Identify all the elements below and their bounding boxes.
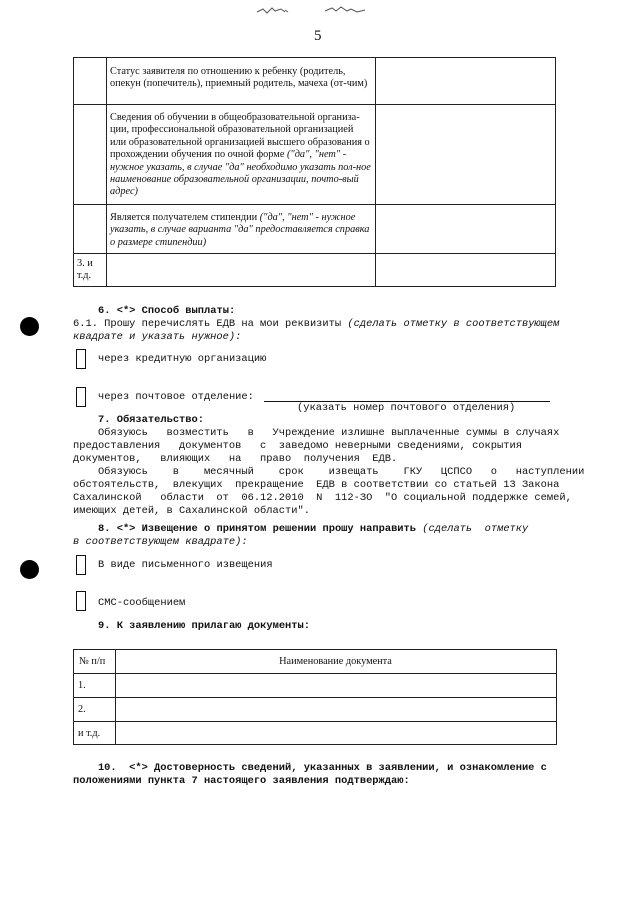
documents-row-etc-number: и т.д. <box>78 728 101 739</box>
documents-header-number: № п/п <box>79 656 106 667</box>
option-post-office-label: через почтовое отделение: <box>98 391 254 403</box>
section10-line1: 10. <*> Достоверность сведений, указанных в заявлении, и ознакомление с <box>73 762 547 774</box>
section6-line1: 6.1. Прошу перечислять ЕДВ на мои реквизиты (сделать отметку в соответствующем <box>73 318 560 330</box>
page-number: 5 <box>314 28 322 44</box>
scan-noise <box>255 4 385 18</box>
option-written-notice-label: В виде письменного извещения <box>98 559 273 571</box>
row-stipend-text: Является получателем стипендии <box>110 212 258 223</box>
documents-row-2-number: 2. <box>78 704 86 715</box>
punch-hole-bottom <box>20 560 39 579</box>
section7-p2-l4: имеющих детей, в Сахалинской области". <box>73 505 310 517</box>
section8-line2: в соответствующем квадрате): <box>73 536 248 548</box>
section10-line2: положениями пункта 7 настоящего заявления подтверждаю: <box>73 775 410 787</box>
section7-p1-l1: Обязуюсь возместить в Учреждение излишне выплаченные суммы в случаях <box>73 427 560 439</box>
section7-p1-l3: документов, влияющих на право получения ЕДВ. <box>73 453 398 465</box>
punch-hole-top <box>20 317 39 336</box>
section7-p2-l2: обстоятельств, влекущих прекращение ЕДВ в соответствии со статьей 13 Закона <box>73 479 560 491</box>
documents-table <box>73 649 557 745</box>
applicant-info-table <box>73 57 556 287</box>
post-office-number-hint: (указать номер почтового отделения) <box>297 402 516 414</box>
section6-line2: квадрате и указать нужное): <box>73 331 242 343</box>
row-education-hint: ("да", "нет" - нужное указать, в случае "да" необходимо указать пол-ное наименование образовательной организации, почто-вый адрес) <box>110 149 371 198</box>
row-etc-number: 3. и т.д. <box>77 258 93 282</box>
section7-title: 7. Обязательство: <box>98 414 205 426</box>
checkbox-sms[interactable] <box>76 591 86 611</box>
row-stipend-label <box>110 212 372 249</box>
option-sms-label: СМС-сообщением <box>98 597 186 609</box>
row-education-label <box>110 112 372 199</box>
checkbox-post-office[interactable] <box>76 387 86 407</box>
checkbox-credit-org[interactable] <box>76 349 86 369</box>
section7-p2-l3: Сахалинской области от 06.12.2010 N 112-ЗО "О социальной поддержке семей, <box>73 492 572 504</box>
section9-title: 9. К заявлению прилагаю документы: <box>98 620 311 632</box>
documents-row-1-number: 1. <box>78 680 86 691</box>
row-status-label: Статус заявителя по отношению к ребенку (родитель, опекун (попечитель), приемный родитель, мачеха (от-чим) <box>110 66 368 90</box>
checkbox-written-notice[interactable] <box>76 555 86 575</box>
documents-header-name: Наименование документа <box>279 656 392 667</box>
row-education-text: Сведения об обучении в общеобразовательной организа-ции, профессиональной образовательной организацией или образовательной организацией высшего образования о прохождении обучения по очной форме <box>110 112 370 161</box>
section7-p1-l2: предоставления документов с заведомо неверными сведениями, сокрытия <box>73 440 522 452</box>
option-credit-org-label: через кредитную организацию <box>98 353 267 365</box>
section8-title: 8. <*> Извещение о принятом решении прошу направить (сделать отметку <box>98 523 529 535</box>
section6-title: 6. <*> Способ выплаты: <box>98 305 236 317</box>
section7-p2-l1: Обязуюсь в месячный срок извещать ГКУ ЦСПСО о наступлении <box>73 466 585 478</box>
row-stipend-hint: ("да", "нет" - нужное указать, в случае варианта "да" предоставляется справка о размере стипендии) <box>110 212 370 248</box>
